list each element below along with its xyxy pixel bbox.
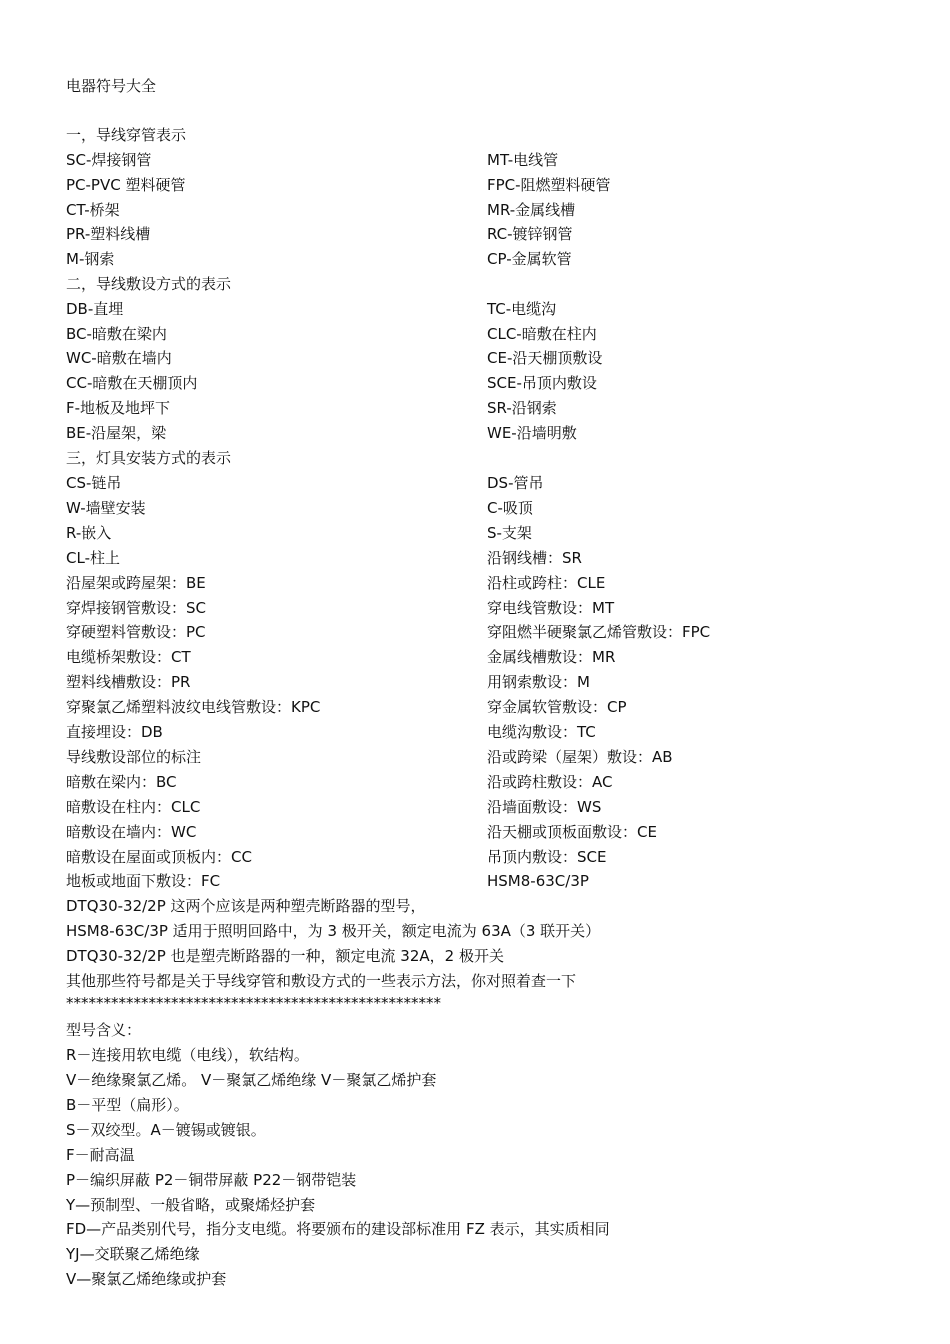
row-left-text: 电缆桥架敷设：CT [66, 648, 191, 666]
row-right-text: 沿钢线槽：SR [487, 549, 582, 567]
row-right-text: TC-电缆沟 [487, 300, 557, 318]
row-right-text: 沿天棚或顶板面敷设：CE [487, 823, 657, 841]
row-left-text: 穿焊接钢管敷设：SC [66, 599, 206, 617]
row-right-text: 穿金属软管敷设：CP [487, 698, 627, 716]
row-left-text: 塑料线槽敷设：PR [66, 673, 191, 691]
row-right-text: 穿电线管敷设：MT [487, 599, 615, 617]
row-left-text: PC-PVC 塑料硬管 [66, 176, 186, 194]
row-left-text: DB-直埋 [66, 300, 124, 318]
row-left-text: 导线敷设部位的标注 [66, 748, 202, 766]
note-line: DTQ30-32/2P 也是塑壳断路器的一种，额定电流 32A，2 极开关 [66, 947, 504, 965]
row-left-text: 暗敷在梁内：BC [66, 773, 177, 791]
row-left-text: CS-链吊 [66, 474, 122, 492]
note-line: HSM8-63C/3P 适用于照明回路中，为 3 极开关，额定电流为 63A（3 联开关） [66, 922, 601, 940]
note-line: 其他那些符号都是关于导线穿管和敷设方式的一些表示方法，你对照着查一下 [66, 972, 577, 990]
note-line: 型号含义： [66, 1021, 142, 1039]
row-left-text: M-钢索 [66, 250, 115, 268]
row-left-text: W-墙壁安装 [66, 499, 146, 517]
row-right-text: SCE-吊顶内敷设 [487, 374, 597, 392]
document-title: 电器符号大全 [66, 77, 157, 95]
row-left-text: 一，导线穿管表示 [66, 126, 187, 144]
row-left-text: R-嵌入 [66, 524, 112, 542]
row-left-text: WC-暗敷在墙内 [66, 349, 172, 367]
row-right-text: WE-沿墙明敷 [487, 424, 577, 442]
note-line: P－编织屏蔽 P2－铜带屏蔽 P22－钢带铠装 [66, 1171, 357, 1189]
row-right-text: 电缆沟敷设：TC [487, 723, 596, 741]
row-right-text: CP-金属软管 [487, 250, 572, 268]
row-left-text: BE-沿屋架，梁 [66, 424, 167, 442]
row-left-text: CL-柱上 [66, 549, 120, 567]
note-line: DTQ30-32/2P 这两个应该是两种塑壳断路器的型号， [66, 897, 426, 915]
row-left-text: 暗敷设在柱内：CLC [66, 798, 201, 816]
row-left-text: PR-塑料线槽 [66, 225, 151, 243]
row-left-text: 二，导线敷设方式的表示 [66, 275, 232, 293]
row-right-text: MR-金属线槽 [487, 201, 576, 219]
row-right-text: MT-电线管 [487, 151, 559, 169]
note-line: F－耐高温 [66, 1146, 135, 1164]
note-line: V—聚氯乙烯绝缘或护套 [66, 1270, 227, 1288]
row-left-text: CC-暗敷在天棚顶内 [66, 374, 198, 392]
row-right-text: CLC-暗敷在柱内 [487, 325, 597, 343]
row-left-text: 直接埋设：DB [66, 723, 163, 741]
row-left-text: 地板或地面下敷设：FC [66, 872, 221, 890]
note-line: FD—产品类别代号，指分支电缆。将要颁布的建设部标准用 FZ 表示，其实质相同 [66, 1220, 610, 1238]
row-left-text: CT-桥架 [66, 201, 120, 219]
row-left-text: 沿屋架或跨屋架：BE [66, 574, 206, 592]
row-right-text: S-支架 [487, 524, 532, 542]
row-right-text: C-吸顶 [487, 499, 533, 517]
row-right-text: 沿柱或跨柱：CLE [487, 574, 606, 592]
row-left-text: 穿聚氯乙烯塑料波纹电线管敷设：KPC [66, 698, 321, 716]
row-right-text: RC-镀锌钢管 [487, 225, 573, 243]
row-left-text: 三，灯具安装方式的表示 [66, 449, 232, 467]
note-line: V－绝缘聚氯乙烯。 V－聚氯乙烯绝缘 V－聚氯乙烯护套 [66, 1071, 437, 1089]
row-left-text: 暗敷设在墙内：WC [66, 823, 197, 841]
row-right-text: SR-沿钢索 [487, 399, 557, 417]
row-right-text: DS-管吊 [487, 474, 544, 492]
note-line: B－平型（扁形）。 [66, 1096, 189, 1114]
note-line: Y—预制型、一般省略，或聚烯烃护套 [66, 1196, 316, 1214]
note-line: R－连接用软电缆（电线），软结构。 [66, 1046, 309, 1064]
row-right-text: FPC-阻燃塑料硬管 [487, 176, 611, 194]
row-right-text: 金属线槽敷设：MR [487, 648, 616, 666]
row-left-text: SC-焊接钢管 [66, 151, 152, 169]
row-left-text: 暗敷设在屋面或顶板内：CC [66, 848, 252, 866]
row-right-text: 沿墙面敷设：WS [487, 798, 602, 816]
row-left-text: F-地板及地坪下 [66, 399, 171, 417]
note-line: YJ—交联聚乙烯绝缘 [66, 1245, 200, 1263]
row-right-text: 吊顶内敷设：SCE [487, 848, 607, 866]
row-right-text: 沿或跨梁（屋架）敷设：AB [487, 748, 673, 766]
row-left-text: BC-暗敷在梁内 [66, 325, 167, 343]
row-right-text: 沿或跨柱敷设：AC [487, 773, 613, 791]
note-line: ************************************************** [66, 994, 441, 1012]
row-left-text: 穿硬塑料管敷设：PC [66, 623, 206, 641]
row-right-text: 穿阻燃半硬聚氯乙烯管敷设：FPC [487, 623, 711, 641]
row-right-text: HSM8-63C/3P [487, 872, 589, 890]
row-right-text: CE-沿天棚顶敷设 [487, 349, 603, 367]
note-line: S－双绞型。A－镀锡或镀银。 [66, 1121, 266, 1139]
row-right-text: 用钢索敷设：M [487, 673, 590, 691]
